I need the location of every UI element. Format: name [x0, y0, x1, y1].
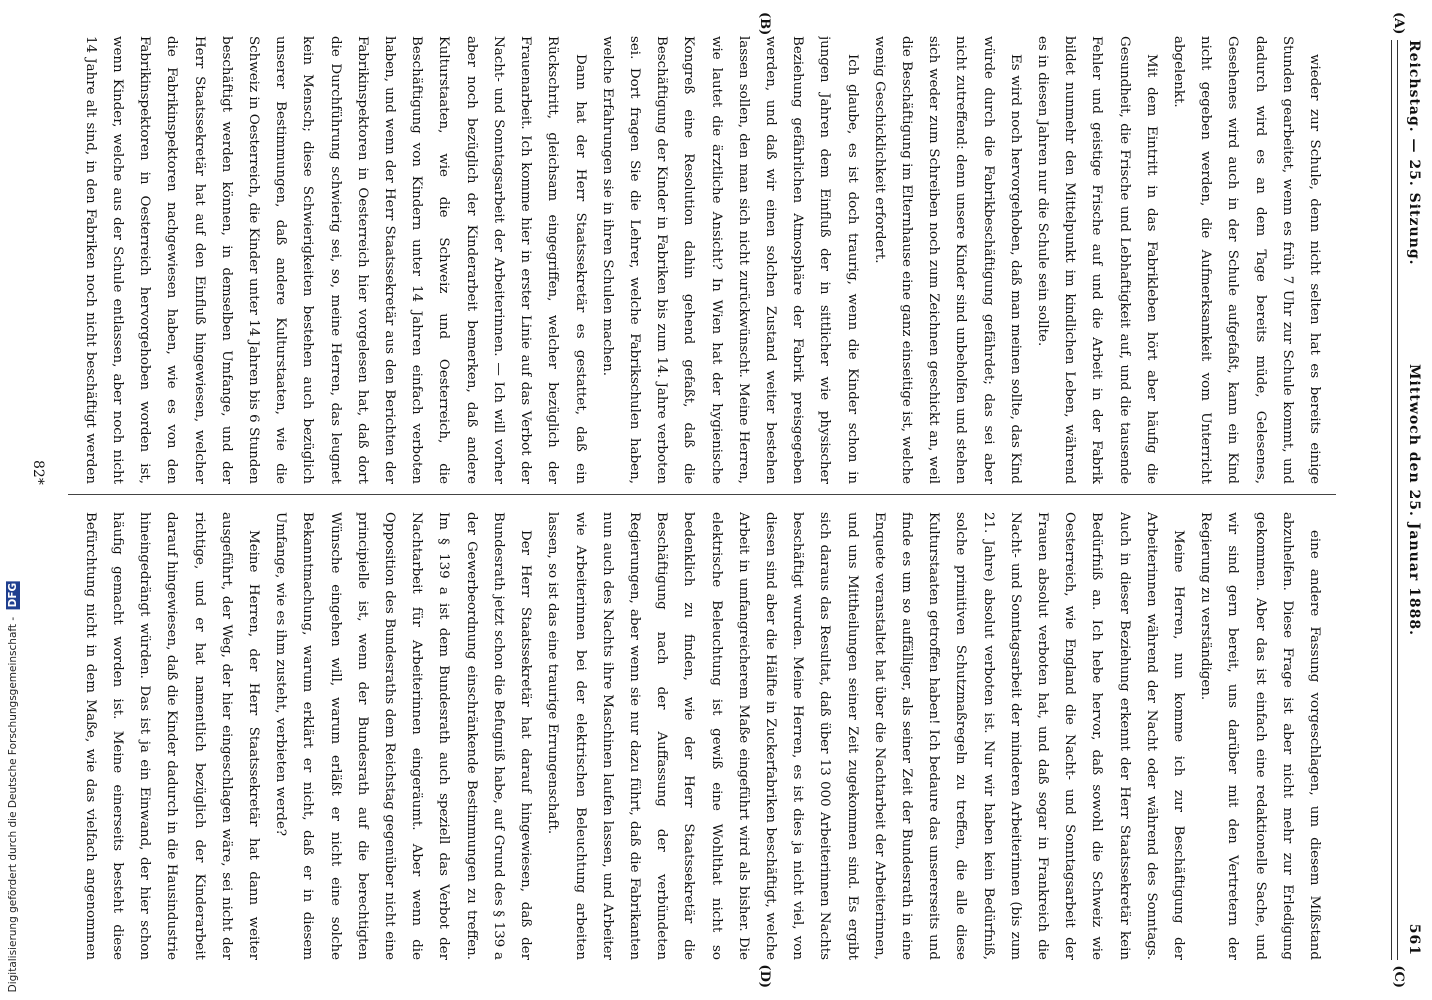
text-column-right — [78, 512, 1328, 960]
header-rule — [1397, 40, 1398, 960]
paragraph: Ich glaube, es ist doch traurig, wenn die Kinder schon in jungen Jahren dem Einfluß der in sittlicher wie physischer Beziehung gefährlichen Atmosphäre der Fabrik preisgegeben werden, und daß wir einen solchen Zustand weiter bestehen lassen sollen, den man sich nicht zurückwünscht. Meine Herren, wie lautet die ärztliche Ansicht? In Wien hat der hygienische Kongreß eine Resolution dahin gehend gefaßt, daß die Beschäftigung der Kinder in Fabriken bis zum 14. Jahre verboten sei. Dort fragen Sie die Lehrer, welche Fabrikschulen haben, welche Erfahrungen sie in ihren Schulen machen. — [599, 36, 860, 484]
paragraph: Meine Herren, der Herr Staatssekretär hat dann weiter ausgeführt, der Weg, der hier eingeschlagen wäre, sei nicht der richtige, und er hat namentlich bezüglich der Kinderarbeit darauf hingewiesen, daß die Kinder dadurch in die Hausindustrie hineingedrängt würden. Das ist ja ein Einwand, der hier schon häufig gemacht worden ist. Meine einerseits besteht diese Befürchtung nicht in dem Maße, wie das vielfach angenommen — [82, 512, 262, 960]
header-left: Reichstag. — 25. Sitzung. — [1406, 40, 1422, 266]
paragraph: Es wird noch hervorgehoben, daß man meinen sollte, das Kind würde durch die Fabrikbeschäftigung gefährdet; das sei aber nicht zutreffend: denn unsere Kinder sind unbeholfen und stehen sich weder zum Schreiben noch zum Zeichnen geschickt an, weil die Beschäftigung im Elternhause eine ganz einseitige ist, welche wenig Geschicklichkeit erfordert. — [871, 36, 1023, 484]
margin-mark-d: (D) — [757, 964, 772, 988]
margin-mark-a: (A) — [1391, 12, 1406, 35]
dfg-logo: DFG — [7, 582, 19, 608]
footer-text: Digitalisierung gefördert durch die Deutsche Forschungsgemeinschaft - — [7, 616, 19, 992]
paragraph: Mit dem Eintritt in das Fabrikleben hört aber häufig die Gesundheit, die Frische und Lebhaftigkeit auf, und die tausende Fehler und geistige Frische auf und die Arbeit in der Fabrik bildet nunmehr den Mittelpunkt im kindlichen Leben, während es in diesen Jahren nur die Schule sein sollte. — [1034, 36, 1159, 484]
text-column-left — [78, 36, 1328, 484]
margin-mark-b: (B) — [757, 12, 772, 36]
paragraph: eine andere Fassung vorgeschlagen, um diesem Mißstand abzuhelfen. Diese Frage ist aber nicht mehr zur Erledigung gekommen. Aber das ist einfach eine redaktionelle Sache, und wir sind gern bereit, uns darüber mit den Vertretern der Regierung zu verständigen. — [1198, 512, 1322, 960]
signature-mark: 82* — [30, 460, 46, 485]
header-center: Mittwoch den 25. Januar 1888. — [1406, 364, 1422, 636]
paragraph: Der Herr Staatssekretär hat darauf hingewiesen, daß der Bundesrath jetzt schon die Befugniß habe, auf Grund des § 139 a der Gewerbeordnung einschränkende Bestimmungen zu treffen. Im § 139 a ist dem Bundesrath auch speziell das Verbot der Nachtarbeit für Arbeiterinnen eingeräumt. Aber wenn die Opposition des Bundesraths dem Reichstag gegenüber nicht eine principielle ist, wenn der Bundesrath auf die berechtigten Wünsche eingehen will, warum erläßt er nicht eine solche Bekanntmachung, warum erklärt er nicht, daß er in diesem Umfange, wie es ihm zusteht, verbieten werde? — [273, 512, 534, 960]
paragraph: wieder zur Schule, denn nicht selten hat es bereits einige Stunden gearbeitet, wenn es früh 7 Uhr zur Schule kommt, und dadurch wird es an dem Tage bereits müde, Gelesenes, Gesehenes wird auch in der Schule aufgefaßt, kann ein Kind nicht gegeben werden, die Aufmerksamkeit vom Unterricht abgelenkt. — [1170, 36, 1322, 484]
header-rule-2 — [1391, 40, 1392, 960]
page-number: 561 — [1406, 923, 1422, 956]
digitization-footer — [6, 581, 20, 992]
paragraph: Meine Herren, nun komme ich zur Beschäftigung der Arbeiterinnen während der Nacht oder während des Sonntags. Auch in dieser Beziehung erkennt der Herr Staatssekretär kein Bedürfniß an. Ich hebe hervor, daß sowohl die Schweiz wie Oesterreich, wie England die Nacht- und Sonntagsarbeit der Frauen absolut verboten hat, und daß sogar in Frankreich die Nacht- und Sonntagsarbeit der minderen Arbeiterinnen (bis zum 21. Jahre) absolut verboten ist. Nur wir haben kein Bedürfniß, solche primitiven Schutzmaßregeln zu treffen, die alle diese Kulturstaaten getroffen haben! Ich bedaure das unsererseits und finde es um so auffälliger, als seiner Zeit der Bundesrath in eine Enquete veranstaltet hat über die Nachtarbeit der Arbeiterinnen, und uns Mittheilungen seiner Zeit zugekommen sind. Es ergibt sich daraus das Resultat, daß über 13 000 Arbeiterinnen Nachts beschäftigt wurden. Meine Herren, es ist dies ja nicht viel, von diesen sind aber die Hälfte in Zuckerfabriken beschäftigt, welche Arbeit in umfangreicherem Maße eingeführt wird als bisher. Die elektrische Beleuchtung ist gewiß eine Wohlthat nicht so bedenklich zu finden, wie der Herr Staatssekretär die Beschäftigung nach der Auffassung der verbündeten Regierungen, aber wenn sie nur dazu führt, daß die Fabrikanten nun auch des Nachts ihre Maschinen laufen lassen, und Arbeiter wie Arbeiterinnen bei der elektrischen Beleuchtung arbeiten lassen, so ist das eine traurige Errungenschaft. — [545, 512, 1186, 960]
column-divider — [68, 494, 1336, 495]
paragraph: Dann hat der Herr Staatssekretär es gestattet, daß ein Rückschritt, gleichsam eingegriffen, welcher bezüglich der Frauenarbeit. Ich komme hier in erster Linie auf das Verbot der Nacht- und Sonntagsarbeit der Arbeiterinnen. — Ich will vorher aber noch bezüglich der Kinderarbeit bemerken, daß andere Kulturstaaten, wie die Schweiz und Oesterreich, die Beschäftigung von Kindern unter 14 Jahren einfach verboten haben, und wenn der Herr Staatssekretär aus den Berichten der Fabrikinspektoren in Oesterreich hier vorgelesen hat, daß dort die Durchführung schwierig sei, so, meine Herren, das leugnet kein Mensch; diese Schwierigkeiten bestehen auch bezüglich unserer Bestimmungen, daß andere Kulturstaaten, wie die Schweiz in Oesterreich, die Kinder unter 14 Jahren bis 6 Stunden beschäftigt werden können, in demselben Umfange, und der Herr Staatssekretär hat auf den Einfluß hingewiesen, welcher die Fabrikinspektoren nachgewiesen haben, wie es von den Fabrikinspektoren in Oesterreich hervorgehoben worden ist, wenn Kinder, welche aus der Schule entlassen, aber noch nicht 14 Jahre alt sind, in den Fabriken noch nicht beschäftigt werden — [82, 36, 588, 484]
margin-mark-c: (C) — [1391, 965, 1406, 988]
